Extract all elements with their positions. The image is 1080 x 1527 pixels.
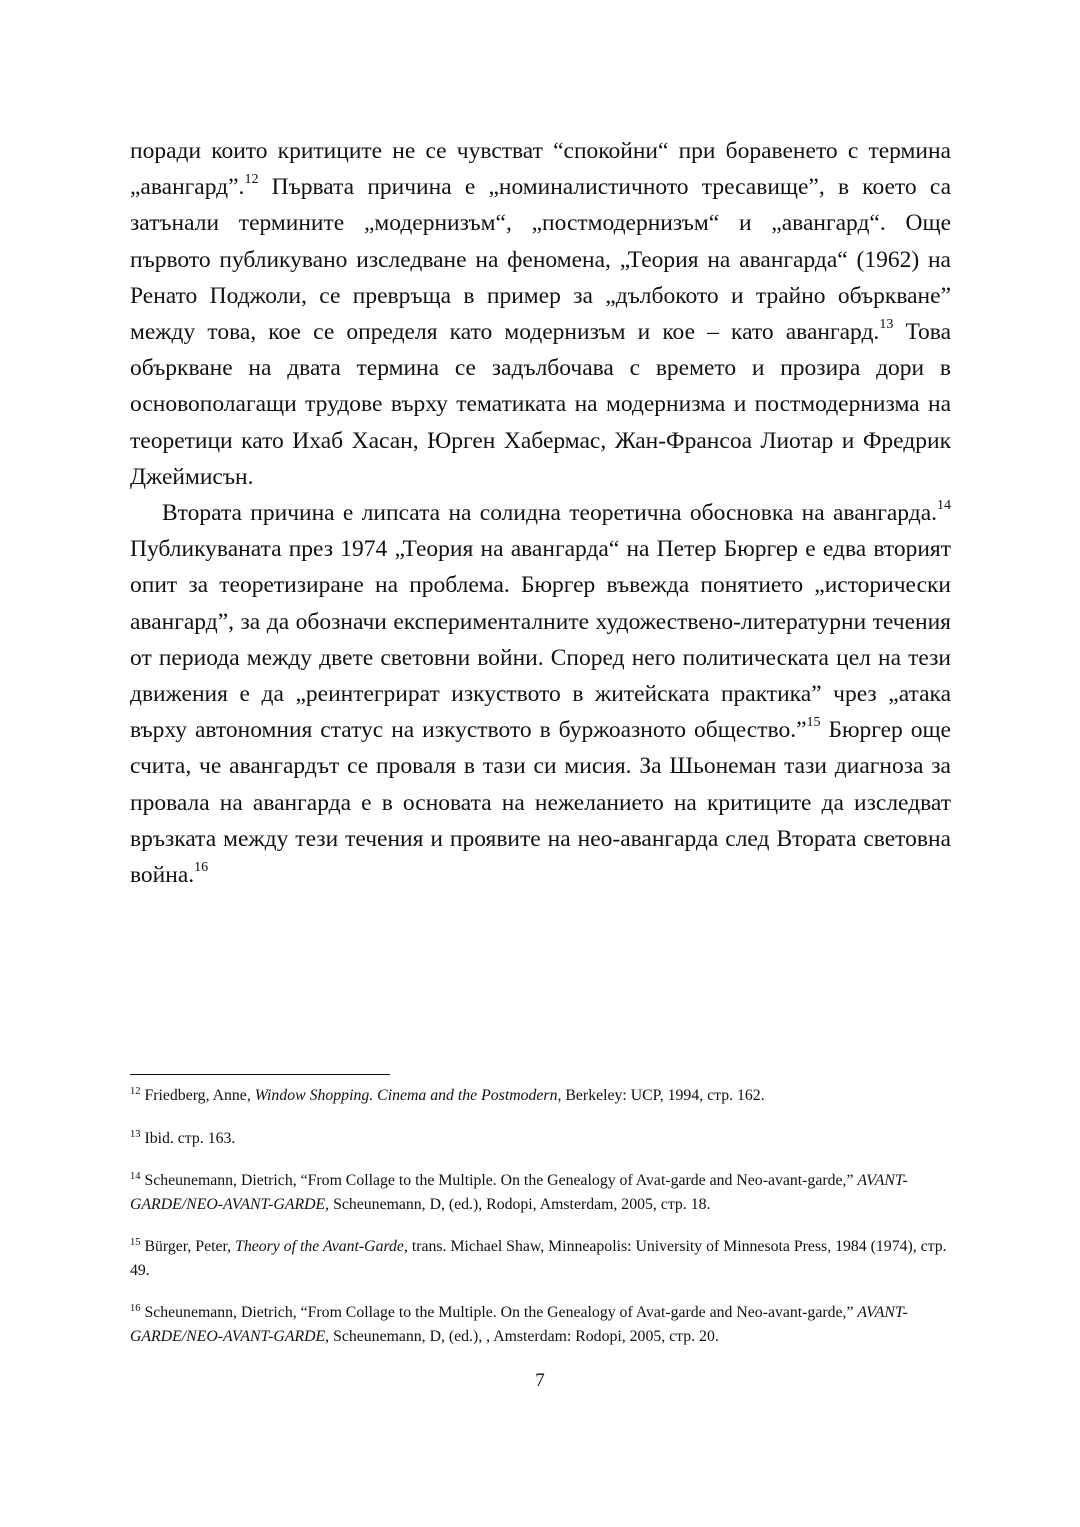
footnote-number: 16 — [130, 1303, 141, 1314]
footnote-separator — [130, 1074, 390, 1075]
footnote-number: 14 — [130, 1171, 141, 1182]
footnote-ref-15[interactable]: 15 — [806, 715, 821, 731]
body-text — [130, 133, 951, 893]
footnotes — [130, 1084, 951, 1367]
footnote-title: Theory of the Avant-Garde — [235, 1238, 404, 1255]
footnote-13 — [130, 1127, 951, 1151]
paragraph-2-text-2: Публикуваната през 1974 „Теория на авангарда“ на Петер Бюргер е едва вторият опит за теоретизиране на проблема. Бюргер въвежда понятието „исторически авангард”, за да обозначи експерименталните художествено-литературни течения от периода между двете световни войни. Според него политическата цел на тези движения е да „реинтегрират изкуството в житейската практика” чрез „атака върху автономния статус на изкуството в буржоазното общество.” — [130, 536, 951, 744]
paragraph-1-text-3: Това объркване на двата термина се задълбочава с времето и прозира дори в основополагащи трудове върху тематиката на модернизма и постмодернизма на теоретици като Ихаб Хасан, Юрген Хабермас, Жан-Франсоа Лиотар и Фредрик Джеймисън. — [130, 319, 951, 490]
footnote-number: 12 — [130, 1086, 141, 1097]
footnote-text: , Scheunemann, D, (ed.), , Amsterdam: Rodopi, 2005, стр. 20. — [325, 1327, 719, 1345]
paragraph-1-text-1: поради които критиците не се чувстват “спокойни“ при боравенето с термина „авангард”. — [130, 138, 951, 201]
footnote-text: , Scheunemann, D, (ed.), Rodopi, Amsterdam, 2005, стр. 18. — [325, 1195, 711, 1213]
footnote-title: AVANT-GARDE/NEO-AVANT-GARDE — [130, 1304, 908, 1345]
footnote-title: AVANT-GARDE/NEO-AVANT-GARDE — [130, 1172, 908, 1213]
footnote-16 — [130, 1301, 951, 1348]
footnote-ref-13[interactable]: 13 — [879, 317, 894, 333]
footnote-text: Ibid. стр. 163. — [140, 1129, 236, 1147]
footnote-text: Friedberg, Anne, — [140, 1087, 255, 1104]
page-number: 7 — [535, 1370, 545, 1391]
paragraph-1 — [130, 133, 951, 495]
footnote-14 — [130, 1169, 951, 1216]
footnote-text: , trans. Michael Shaw, Minneapolis: University of Minnesota Press, 1984 (1974), стр. 49. — [130, 1238, 947, 1279]
footnote-text: Berkeley: UCP, 1994, стр. 162. — [561, 1087, 765, 1104]
footnote-number: 13 — [130, 1128, 141, 1140]
footnote-ref-12[interactable]: 12 — [244, 172, 259, 188]
paragraph-2 — [130, 495, 951, 893]
footnote-text: Scheunemann, Dietrich, “From Collage to the Multiple. On the Genealogy of Avat-garde and Neo-avant-garde,” — [140, 1304, 858, 1321]
paragraph-2-text-3: Бюргер още счита, че авангардът се проваля в тази си мисия. За Шьонеман тази диагноза за провала на авангарда е в основата на нежеланието на критиците да изследват връзката между тези течения и проявите на нео-авангарда след Втората световна война. — [130, 717, 951, 889]
footnote-number: 15 — [130, 1237, 141, 1248]
footnote-12 — [130, 1084, 951, 1108]
footnote-text: Scheunemann, Dietrich, “From Collage to the Multiple. On the Genealogy of Avat-garde and Neo-avant-garde,” — [140, 1172, 858, 1189]
paragraph-2-text-1: Втората причина е липсата на солидна теоретична обосновка на авангарда. — [162, 500, 937, 527]
footnote-ref-14[interactable]: 14 — [937, 498, 951, 514]
footnote-15 — [130, 1235, 951, 1282]
footnote-title: Window Shopping. Cinema and the Postmodern, — [254, 1087, 562, 1104]
paragraph-1-text-2: Първата причина е „номиналистичното тресавище”, в което са затънали термините „модернизъм“, „постмодернизъм“ и „авангард“. Още първото публикувано изследване на феномена, „Теория на авангарда“ (1962) на Ренато Поджоли, се превръща в пример за „дълбокото и трайно объркване” между това, кое се определя като модернизъм и кое – като авангард. — [130, 174, 951, 346]
footnote-ref-16[interactable]: 16 — [194, 860, 209, 876]
footnote-text: Bürger, Peter, — [140, 1238, 236, 1255]
